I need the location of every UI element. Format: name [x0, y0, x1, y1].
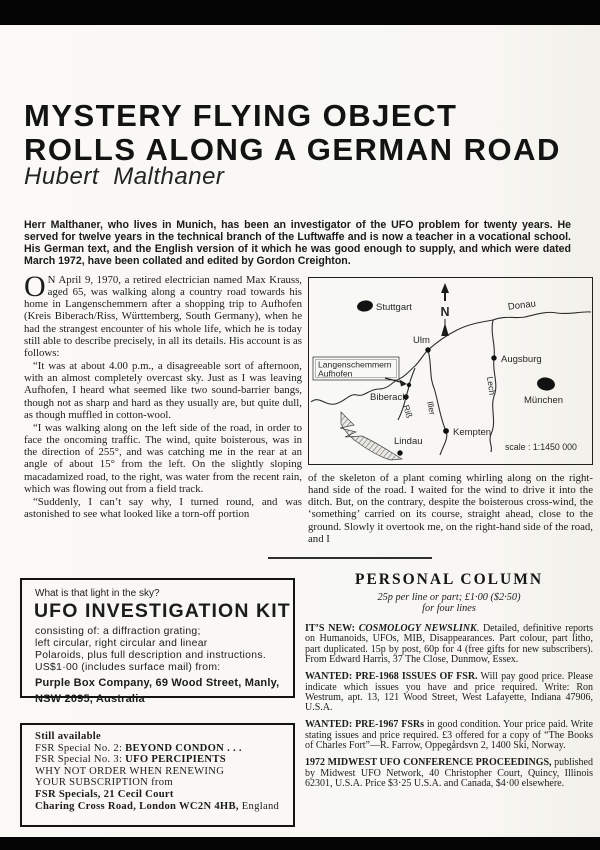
paragraph-3: “I was walking along on the left side of the road, in order to face the oncoming traffic. The wind, quite boisterous, was in the direction of 255°, and was catching me in the rear at an angle of about 15° from the left. On the slightly sloping macadamized road, to the right, was water from the recent rain, which was flowing out from a field track.: [24, 421, 302, 495]
paragraph-4: “Suddenly, I can’t say why, I turned round, and was astonished to see what looked like a torn-off portion: [24, 495, 302, 520]
map-label-riss: Riß: [401, 403, 415, 420]
river-donau-east: [493, 312, 591, 320]
map-svg: [309, 278, 592, 464]
map-label-aufhofen: Aufhofen: [318, 368, 353, 379]
kit-line: left circular, right circular and linear: [35, 638, 208, 650]
specials-line: YOUR SUBSCRIPTION from: [35, 777, 173, 789]
paragraph-5: of the skeleton of a plant coming whirling along on the right-hand side of the road. I waited for the wind to drive it into the ditch. But, on the contrary, despite the boisterous cross-wind, the ‘something’ carried on its course, straight ahead, close to the ground. Slowly it overtook me, on the right-hand side of the road, and I: [308, 472, 593, 545]
kit-line: US$1·00 (includes surface mail) from:: [35, 662, 221, 674]
kit-teaser: What is that light in the sky?: [35, 588, 160, 599]
section-divider-rule: [268, 557, 432, 559]
city-dot-lindau: [397, 450, 402, 455]
specials-line: FSR Special No. 3: UFO PERCIPIENTS: [35, 754, 226, 766]
north-label: N: [440, 305, 450, 319]
personal-ad: WANTED: PRE-1967 FSRs in good condition. Your price paid. Write stating issues and price required. £3 offered for a copy of “The Books of Charles Fort”—R. Farrow, Oppegårdsvn 2, 1400 Ski, Norway.: [305, 719, 593, 752]
personal-ad: WANTED: PRE-1968 ISSUES OF FSR. Will pay good price. Please indicate which issues you have and price required. Write: Ron Westrum, apt. 13, 121 Wood Street, West Lafayette, Indiana 47906, U.S.A.: [305, 671, 593, 714]
city-dot-ulm: [425, 347, 430, 352]
map-label-kempten: Kempten: [453, 427, 492, 438]
letterbox-bottom-bar: [0, 837, 600, 850]
map-label-muenchen: München: [524, 395, 564, 406]
map-label-langenschemmern: Langenschemmern: [318, 359, 392, 370]
specials-line: Charing Cross Road, London WC2N 4HB, England: [35, 800, 280, 812]
city-dot-augsburg: [491, 355, 496, 360]
article-title: [24, 99, 561, 167]
personal-rate-line-2: for four lines: [422, 603, 476, 615]
paragraph-1: O N April 9, 1970, a retired electrician named Max Krauss, aged 65, was walking along a country road towards his home in Langenschemmern after a shopping trip to Aufhofen (Kreis Biberach/Riss, Württemberg, South Germany), when he had the strangest encounter of his whole life, which he is today still able to describe precisely, in all its details. His account is as follows:: [24, 270, 302, 359]
specials-line: FSR Specials, 21 Cecil Court: [35, 788, 174, 800]
ufo-kit-ad-box: [20, 578, 295, 705]
kit-line: Polaroids, plus full description and instructions.: [35, 650, 267, 662]
map-label-lech: Lech: [485, 375, 498, 396]
title-line-2: ROLLS ALONG A GERMAN ROAD: [24, 131, 561, 167]
city-blob-muenchen: [536, 376, 556, 391]
article-standfirst: Herr Malthaner, who lives in Munich, has been an investigator of the UFO problem for twenty years. He served for twelve years in the technical branch of the Luftwaffe and is now a teacher in a vocational school. His German text, and the English version of it which he was good enough to supply, and which were dated March 1972, have been collated and edited by Gordon Creighton.: [24, 218, 571, 268]
specials-line: Still available: [35, 731, 102, 742]
personal-column-title: PERSONAL COLUMN: [354, 571, 544, 588]
kit-vendor-line-2: NSW 2095, Australia: [35, 692, 145, 705]
title-line-1: MYSTERY FLYING OBJECT: [24, 97, 458, 133]
kit-line: consisting of: a diffraction grating;: [35, 626, 201, 637]
map-label-donau: Donau: [507, 298, 537, 313]
map-label-iller: Iller: [425, 400, 438, 416]
personal-column-section: [305, 571, 593, 796]
map-label-lindau: Lindau: [394, 436, 423, 447]
personal-ads-list: [305, 624, 593, 790]
body-column-left: [24, 270, 302, 521]
callout-arrowhead: [400, 380, 408, 387]
city-blob-stuttgart: [356, 299, 374, 313]
map-label-ulm: Ulm: [413, 335, 430, 346]
specials-line: WHY NOT ORDER WHEN RENEWING: [35, 765, 225, 777]
paragraph-2: “It was at about 4.00 p.m., a disagreeable sort of afternoon, with an almost completely overcast sky. Just as I was leaving Aufhofen, I heard what seemed like two sound-barrier bangs, though not as sharp and hard as they usually are, but quite dull, as though muffled in cotton-wool.: [24, 360, 302, 421]
letterbox-top-bar: [0, 0, 600, 25]
kit-vendor-line-1: Purple Box Company, 69 Wood Street, Manly,: [35, 677, 280, 690]
kit-title: UFO INVESTIGATION KIT: [34, 600, 291, 622]
personal-ad: 1972 MIDWEST UFO CONFERENCE PROCEEDINGS, published by Midwest UFO Network, 40 Christopher Court, Quincy, Illinois 62301, U.S.A. Price $3·25 U.S.A. and Canada, $4·00 elsewhere.: [305, 757, 593, 790]
map-label-biberach: Biberach: [370, 392, 408, 403]
personal-ad: IT’S NEW: COSMOLOGY NEWSLINK. Detailed, definitive reports on Humanoids, UFOs, MIB, Disappearances. Part colour, part litho, part duplicated. 15p by post, 60p for 4 (free gifts for new subscribers). From Edward Harris, 37 The Close, Dunmow, Essex.: [305, 622, 594, 666]
map-label-augsburg: Augsburg: [501, 354, 542, 365]
map-label-stuttgart: Stuttgart: [376, 302, 412, 313]
north-arrow-icon: [440, 283, 449, 336]
location-dot-langenschemmern: [407, 383, 411, 387]
drop-cap: O: [24, 270, 46, 303]
map-figure: [308, 277, 593, 465]
lake-bodensee: [340, 412, 402, 460]
article-author: Hubert Malthaner: [24, 163, 225, 190]
city-dot-kempten: [443, 428, 449, 434]
river-donau-mid: [428, 320, 493, 350]
specials-line: FSR Special No. 2: BEYOND CONDON . . .: [35, 742, 242, 754]
map-scale-label: scale : 1:1450 000: [505, 442, 577, 452]
fsr-specials-ad-box: [20, 723, 295, 827]
personal-rate-line-1: 25p per line or part; £1·00 ($2·50): [377, 592, 521, 603]
